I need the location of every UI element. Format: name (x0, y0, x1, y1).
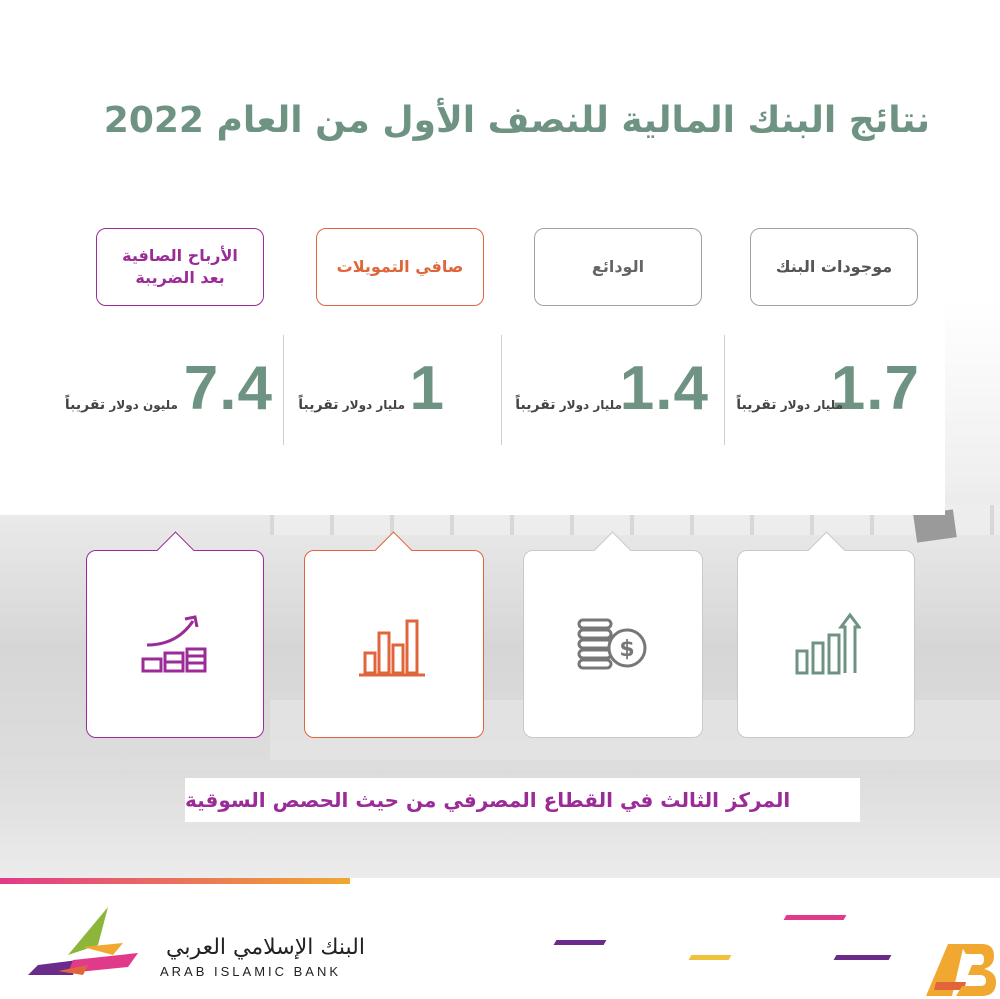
divider (283, 335, 284, 445)
bank-name-arabic: البنك الإسلامي العربي (166, 935, 365, 960)
stat-deposits-approx: تقريباً (515, 397, 556, 413)
svg-text:$: $ (619, 637, 635, 662)
stat-deposits-value: 1.4 (619, 354, 709, 423)
bar-chart-icon (359, 609, 429, 679)
divider (724, 335, 725, 445)
stat-profits-value: 7.4 (183, 354, 273, 423)
stat-assets-unit (736, 397, 843, 413)
label-profits (96, 228, 264, 306)
stat-financing-unit (298, 397, 405, 413)
label-assets: موجودات البنك (750, 228, 918, 306)
label-profits-line1: الأرباح الصافية (122, 246, 238, 266)
page-title: نتائج البنك المالية للنصف الأول من العام 2022 (103, 100, 930, 141)
footer (0, 878, 1000, 999)
stat-financing (284, 345, 500, 445)
stat-profits (55, 345, 283, 445)
bank-name-english: ARAB ISLAMIC BANK (160, 964, 342, 979)
growth-curve-icon (137, 609, 213, 679)
card-financing (304, 550, 484, 738)
market-share-banner: المركز الثالث في القطاع المصرفي من حيث الحصص السوقية (185, 778, 860, 822)
stat-profits-approx: تقريباً (64, 397, 106, 413)
stat-financing-unit-text: مليار دولار (342, 398, 405, 412)
label-deposits: الودائع (534, 228, 702, 306)
stat-assets-approx: تقريباً (736, 397, 777, 413)
stat-assets-unit-text: مليار دولار (780, 398, 843, 412)
label-profits-line2: بعد الضريبة (135, 268, 225, 287)
coins-dollar-icon (573, 614, 653, 674)
growth-bars-arrow-icon (791, 609, 861, 679)
stat-financing-value: 1 (409, 354, 445, 423)
decorative-stripe (784, 915, 847, 920)
card-assets (737, 550, 915, 738)
stat-assets (725, 345, 945, 445)
decorative-stripe (0, 878, 350, 884)
stat-deposits-unit (515, 397, 622, 413)
label-financing: صافي التمويلات (316, 228, 484, 306)
stat-profits-unit (65, 397, 178, 413)
stat-deposits-unit-text: مليار دولار (559, 398, 622, 412)
decorative-stripe (834, 955, 892, 960)
card-deposits (523, 550, 703, 738)
divider (501, 335, 502, 445)
decorative-stripe (554, 940, 607, 945)
stat-profits-unit-text: مليون دولار (109, 398, 178, 412)
card-profits (86, 550, 264, 738)
stat-deposits (502, 345, 724, 445)
stat-financing-approx: تقريباً (298, 397, 339, 413)
decorative-stripe (689, 955, 732, 960)
corner-brand-logo (926, 942, 996, 997)
stat-assets-value: 1.7 (830, 354, 920, 423)
bank-logo-mark (28, 905, 148, 980)
